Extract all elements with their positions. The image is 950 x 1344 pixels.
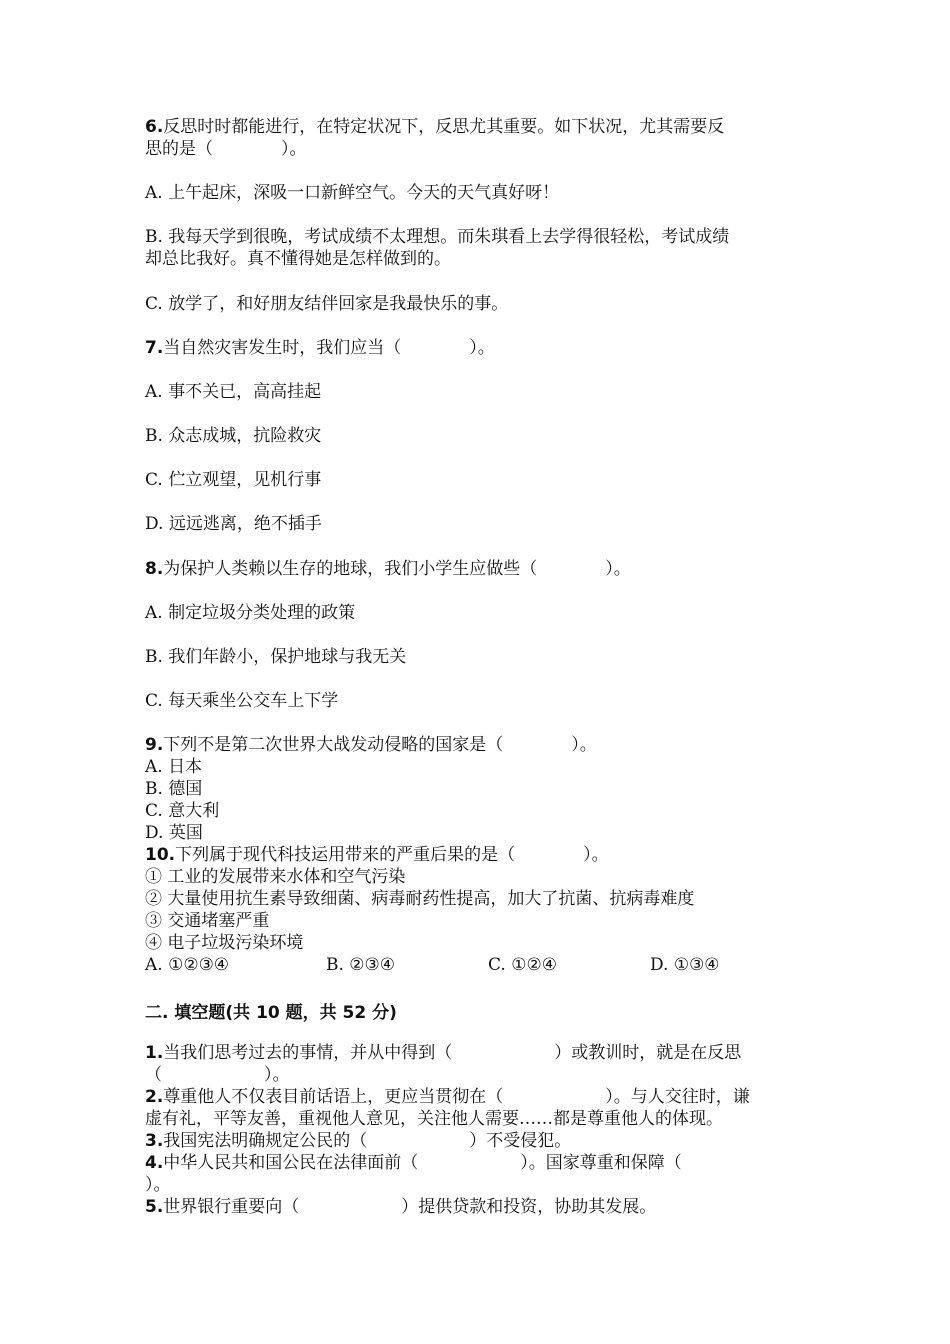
- q10-item-1: ① 工业的发展带来水体和空气污染: [145, 867, 406, 887]
- q6-option-c: C. 放学了，和好朋友结伴回家是我最快乐的事。: [145, 294, 509, 314]
- q9-option-c: C. 意大利: [145, 801, 220, 821]
- q8-option-c: C. 每天乘坐公交车上下学: [145, 691, 339, 711]
- q7-option-b: B. 众志成城，抗险救灾: [145, 426, 322, 446]
- fill-q4-number: 4.: [145, 1153, 164, 1173]
- q9-stem: 9.下列不是第二次世界大战发动侵略的国家是（ ）。: [145, 735, 597, 755]
- q9-option-a: A. 日本: [145, 757, 203, 777]
- q9-number: 9.: [145, 735, 164, 755]
- section-heading-fill-in: 二. 填空题(共 10 题，共 52 分): [145, 1003, 397, 1023]
- fill-q2-line1: 2.尊重他人不仅表目前话语上，更应当贯彻在（ ）。与人交往时，谦: [145, 1087, 750, 1107]
- fill-q4-line2: ）。: [145, 1175, 171, 1195]
- fill-q1-line2: （ ）。: [145, 1065, 290, 1085]
- fill-q1-line1: 1.当我们思考过去的事情，并从中得到（ ）或教训时，就是在反思: [145, 1043, 742, 1063]
- q10-item-2: ② 大量使用抗生素导致细菌、病毒耐药性提高，加大了抗菌、抗病毒难度: [145, 889, 695, 909]
- q9-option-d: D. 英国: [145, 823, 203, 843]
- q6-number: 6.: [145, 117, 164, 137]
- q10-option-a: A. ①②③④: [145, 955, 230, 975]
- q10-option-c: C. ①②④: [488, 955, 557, 975]
- fill-q1-number: 1.: [145, 1043, 164, 1063]
- fill-q5-number: 5.: [145, 1197, 164, 1217]
- q7-stem: 7.当自然灾害发生时，我们应当（ ）。: [145, 338, 495, 358]
- q6-option-a: A. 上午起床，深吸一口新鲜空气。今天的天气真好呀！: [145, 183, 560, 203]
- fill-q5-line1: 5.世界银行重要向（ ）提供贷款和投资，协助其发展。: [145, 1197, 657, 1217]
- q7-option-c: C. 伫立观望，见机行事: [145, 470, 322, 490]
- q7-number: 7.: [145, 338, 164, 358]
- q8-stem: 8.为保护人类赖以生存的地球，我们小学生应做些（ ）。: [145, 559, 631, 579]
- q6-option-b: B. 我每天学到很晚，考试成绩不太理想。而朱琪看上去学得很轻松，考试成绩: [145, 227, 730, 247]
- fill-q2-line2: 虚有礼，平等友善，重视他人意见，关注他人需要……都是尊重他人的体现。: [145, 1109, 723, 1129]
- q10-stem: 10.下列属于现代科技运用带来的严重后果的是（ ）。: [145, 845, 609, 865]
- q9-option-b: B. 德国: [145, 779, 203, 799]
- fill-q3-number: 3.: [145, 1131, 164, 1151]
- q10-option-b: B. ②③④: [326, 955, 396, 975]
- q8-option-a: A. 制定垃圾分类处理的政策: [145, 603, 356, 623]
- q7-option-d: D. 远远逃离，绝不插手: [145, 514, 322, 534]
- q6-stem-line1: 6.反思时时都能进行，在特定状况下，反思尤其重要。如下状况，尤其需要反: [145, 117, 725, 137]
- fill-q4-line1: 4.中华人民共和国公民在法律面前（ ）。国家尊重和保障（: [145, 1153, 682, 1173]
- q6-option-b-cont: 却总比我好。真不懂得她是怎样做到的。: [145, 249, 451, 269]
- q10-item-3: ③ 交通堵塞严重: [145, 911, 270, 931]
- q6-stem-line2: 思的是（ ）。: [145, 139, 307, 159]
- q7-option-a: A. 事不关已，高高挂起: [145, 382, 322, 402]
- q8-option-b: B. 我们年龄小，保护地球与我无关: [145, 647, 407, 667]
- q8-number: 8.: [145, 559, 164, 579]
- q10-item-4: ④ 电子垃圾污染环境: [145, 933, 304, 953]
- fill-q2-number: 2.: [145, 1087, 164, 1107]
- q10-number: 10.: [145, 845, 176, 865]
- fill-q3-line1: 3.我国宪法明确规定公民的（ ）不受侵犯。: [145, 1131, 572, 1151]
- q10-option-d: D. ①③④: [650, 955, 720, 975]
